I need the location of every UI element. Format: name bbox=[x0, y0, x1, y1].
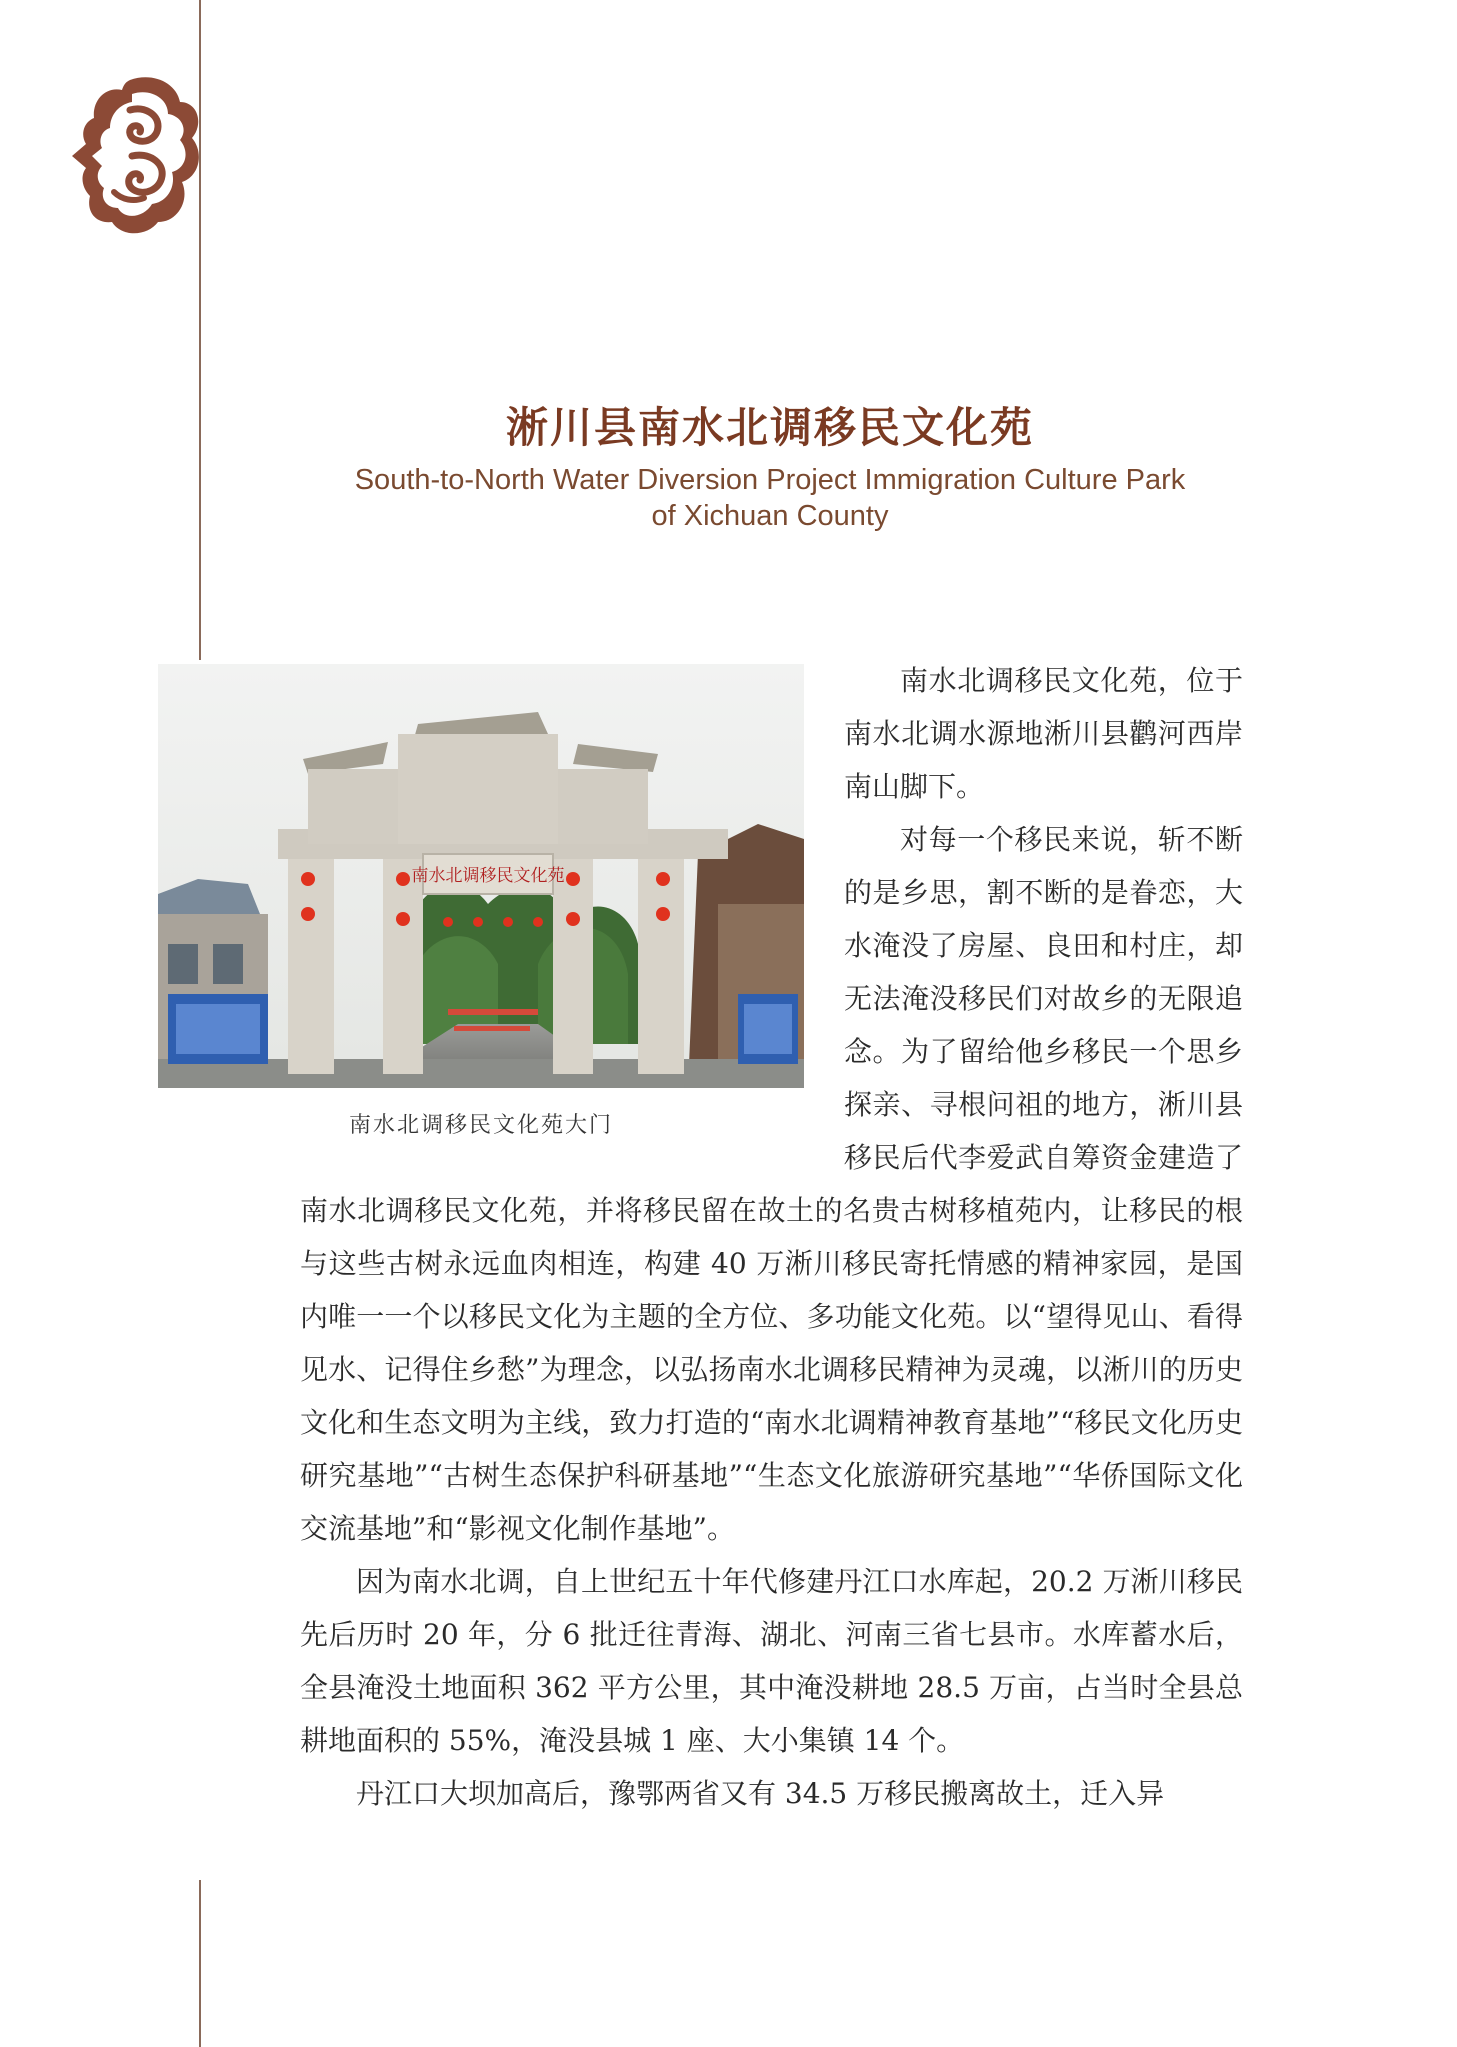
subtitle-line-1: South-to-North Water Diversion Project Immigration Culture Park bbox=[354, 464, 1186, 496]
gate-inscription: 南水北调移民文化苑 bbox=[411, 866, 565, 886]
subtitle-line-2: of Xichuan County bbox=[651, 500, 889, 532]
paragraph: 丹江口大坝加高后，豫鄂两省又有 34.5 万移民搬离故土，迁入异 bbox=[356, 1777, 1165, 1810]
article-subtitle-en bbox=[300, 462, 1240, 534]
photo-wrap-spacer bbox=[300, 654, 844, 1174]
photo-caption: 南水北调移民文化苑大门 bbox=[348, 1113, 613, 1138]
article-title: 淅川县南水北调移民文化苑 bbox=[505, 403, 1034, 452]
article-body bbox=[300, 654, 1243, 1820]
paragraph: 南水北调移民文化苑，位于南水北调水源地淅川县鹳河西岸南山脚下。 bbox=[844, 664, 1243, 803]
margin-rule-bottom bbox=[199, 1880, 201, 2047]
paragraph: 因为南水北调，自上世纪五十年代修建丹江口水库起，20.2 万淅川移民先后历时 20 年，分 6 批迁往青海、湖北、河南三省七县市。水库蓄水后，全县淹没土地面积 362 平方公里，其中淹没耕地 28.5 万亩，占当时全县总耕地面积的 55%，淹没县城 1 座、大小集镇 14 个。 bbox=[300, 1565, 1243, 1757]
auspicious-cloud-icon bbox=[72, 72, 204, 238]
paragraph: 对每一个移民来说，斩不断的是乡思，割不断的是眷恋，大水淹没了房屋、良田和村庄，却无法淹没移民们对故乡的无限追念。为了留给他乡移民一个思乡探亲、寻根问祖的地方，淅川县移民后代李爱武自筹资金建造了南水北调移民文化苑，并将移民留在故土的名贵古树移植苑内，让移民的根与这些古树永远血肉相连，构建 40 万淅川移民寄托情感的精神家园，是国内唯一一个以移民文化为主题的全方位、多功能文化苑。以“望得见山、看得见水、记得住乡愁”为理念，以弘扬南水北调移民精神为灵魂，以淅川的历史文化和生态文明为主线，致力打造的“南水北调精神教育基地”“移民文化历史研究基地”“古树生态保护科研基地”“生态文化旅游研究基地”“华侨国际文化交流基地”和“影视文化制作基地”。 bbox=[300, 823, 1243, 1545]
